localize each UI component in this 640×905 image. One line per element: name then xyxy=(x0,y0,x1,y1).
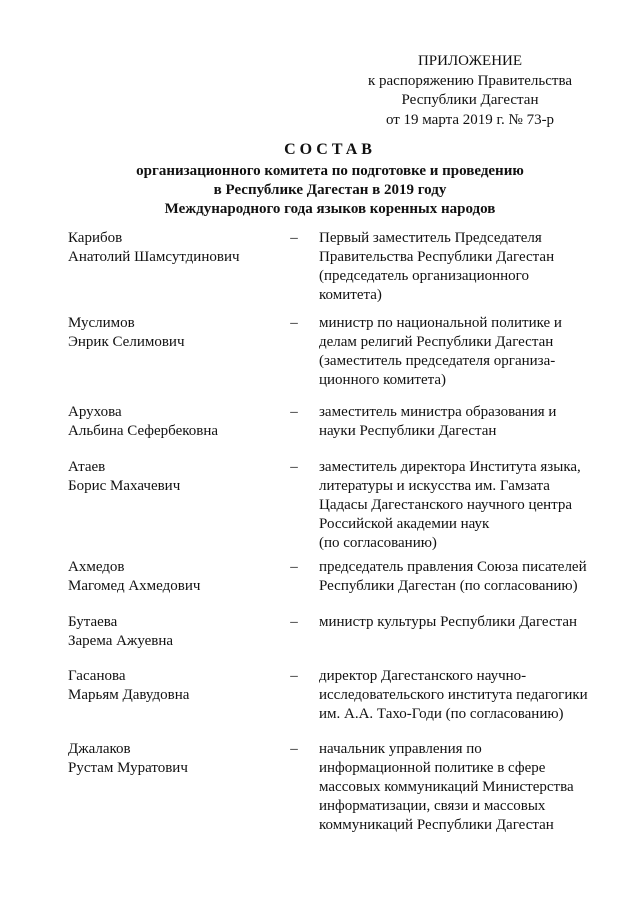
member-name xyxy=(68,403,278,441)
member-dash: – xyxy=(290,315,298,331)
member-name xyxy=(68,229,278,267)
role-line: исследовательского института педагогики xyxy=(319,687,588,703)
member-surname: Ахмедов xyxy=(68,559,125,575)
role-line: Первый заместитель Председателя xyxy=(319,230,542,246)
role-line: Цадасы Дагестанского научного центра xyxy=(319,497,573,513)
role-line: Правительства Республики Дагестан xyxy=(319,249,555,265)
role-line: директор Дагестанского научно- xyxy=(319,668,527,684)
member-dash: – xyxy=(290,614,298,630)
member-dash: – xyxy=(290,230,298,246)
member-given-name: Магомед Ахмедович xyxy=(68,578,201,594)
title-line: организационного комитета по подготовке и проведению xyxy=(136,163,524,179)
member-name xyxy=(68,458,278,496)
role-line: Республики Дагестан (по согласованию) xyxy=(319,578,578,594)
member-given-name: Рустам Муратович xyxy=(68,760,188,776)
member-name xyxy=(68,558,278,596)
member-given-name: Альбина Сефербековна xyxy=(68,423,219,439)
role-line: ционного комитета) xyxy=(319,372,447,388)
appendix-date: от 19 марта 2019 г. № 73-р xyxy=(385,111,555,128)
role-line: заместитель министра образования и xyxy=(319,404,557,420)
member-surname: Атаев xyxy=(68,459,106,475)
member-given-name: Борис Махачевич xyxy=(68,478,181,494)
title-line: в Республике Дагестан в 2019 году xyxy=(213,182,447,198)
member-name xyxy=(68,667,278,705)
member-name xyxy=(68,740,278,778)
role-line: коммуникаций Республики Дагестан xyxy=(319,817,554,833)
member-role xyxy=(319,229,596,305)
appendix-line: к распоряжению Правительства xyxy=(367,72,572,89)
document-title xyxy=(60,140,600,219)
member-dash: – xyxy=(290,404,298,420)
member-given-name: Энрик Селимович xyxy=(68,334,185,350)
role-line: массовых коммуникаций Министерства xyxy=(319,779,574,795)
member-given-name: Марьям Давудовна xyxy=(68,687,190,703)
role-line: информационной политике в сфере xyxy=(319,760,546,776)
role-line: министр культуры Республики Дагестан xyxy=(319,614,578,630)
role-line: им. А.А. Тахо-Годи (по согласованию) xyxy=(319,706,564,722)
member-role xyxy=(319,314,596,390)
role-line: литературы и искусства им. Гамзата xyxy=(319,478,550,494)
appendix-line: Республики Дагестан xyxy=(401,92,539,108)
role-line: Российской академии наук xyxy=(319,516,490,532)
title-line: Международного года языков коренных народов xyxy=(164,201,496,217)
member-surname: Муслимов xyxy=(68,315,135,331)
role-line: информатизации, связи и массовых xyxy=(319,798,546,814)
role-line: (председатель организационного xyxy=(319,268,529,284)
member-dash: – xyxy=(290,668,298,684)
member-given-name: Анатолий Шамсутдинович xyxy=(68,249,240,265)
member-dash: – xyxy=(290,741,298,757)
member-role xyxy=(319,613,596,632)
appendix-block xyxy=(340,52,600,130)
role-line: комитета) xyxy=(319,287,382,303)
title-main: СОСТАВ xyxy=(284,141,376,158)
member-surname: Гасанова xyxy=(68,668,126,684)
member-role xyxy=(319,740,596,835)
member-surname: Джалаков xyxy=(68,741,131,757)
role-line: министр по национальной политике и xyxy=(319,315,562,331)
member-dash: – xyxy=(290,559,298,575)
role-line: делам религий Республики Дагестан xyxy=(319,334,554,350)
member-surname: Арухова xyxy=(68,404,122,420)
member-name xyxy=(68,613,278,651)
role-line: (заместитель председателя организа- xyxy=(319,353,556,369)
role-line: науки Республики Дагестан xyxy=(319,423,497,439)
member-role xyxy=(319,558,596,596)
member-surname: Бутаева xyxy=(68,614,118,630)
role-line: (по согласованию) xyxy=(319,535,437,551)
member-given-name: Зарема Ажуевна xyxy=(68,633,174,649)
member-name xyxy=(68,314,278,352)
role-line: заместитель директора Института языка, xyxy=(319,459,581,475)
member-dash: – xyxy=(290,459,298,475)
member-role xyxy=(319,667,596,724)
appendix-heading: ПРИЛОЖЕНИЕ xyxy=(417,53,523,69)
member-role xyxy=(319,403,596,441)
member-surname: Карибов xyxy=(68,230,123,246)
role-line: начальник управления по xyxy=(319,741,482,757)
role-line: председатель правления Союза писателей xyxy=(319,559,587,575)
member-role xyxy=(319,458,596,553)
